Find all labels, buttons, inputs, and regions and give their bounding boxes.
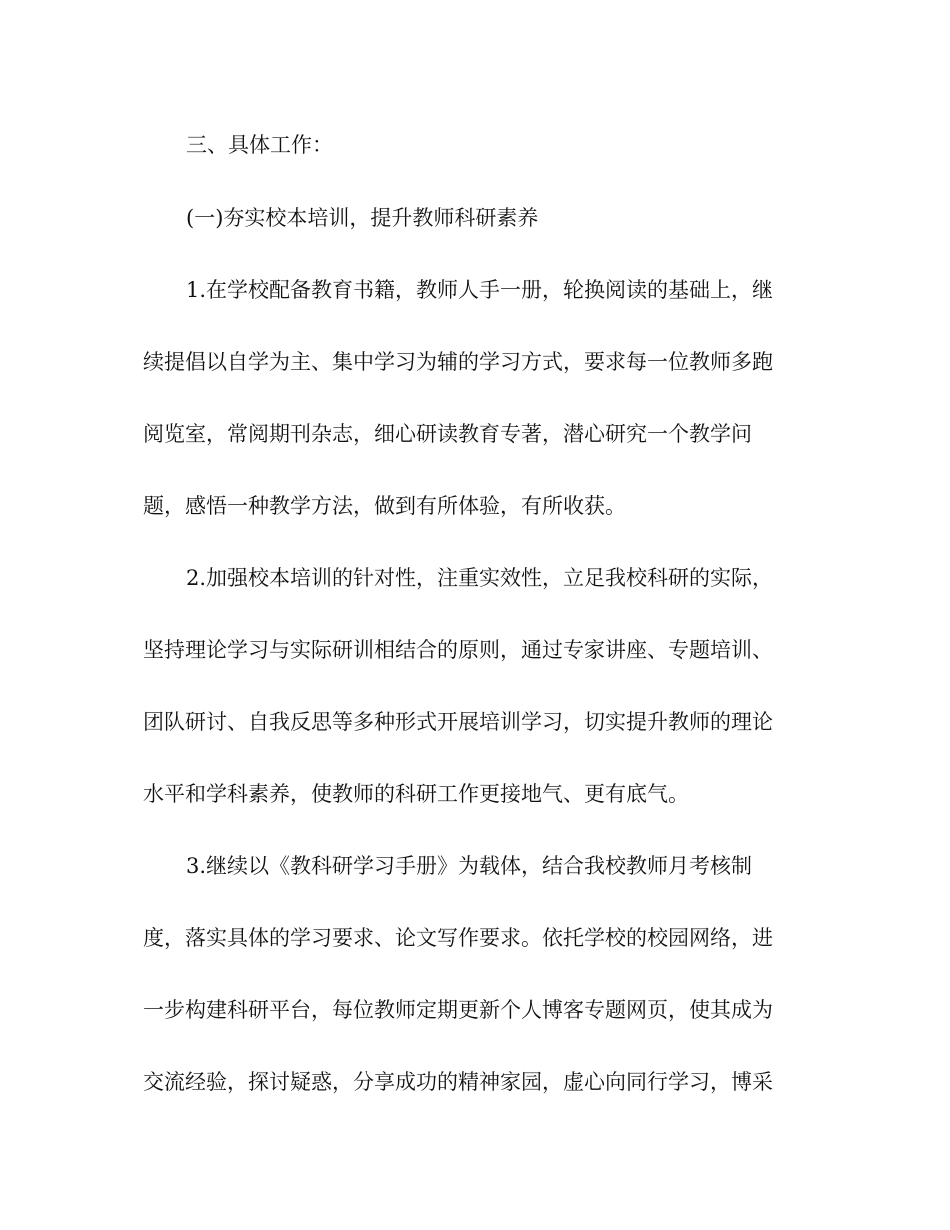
paragraph-2-line-2: 坚持理论学习与实际研训相结合的原则，通过专家讲座、专题培训、 bbox=[143, 638, 773, 662]
paragraph-2-line-1: 2.加强校本培训的针对性，注重实效性，立足我校科研的实际， bbox=[186, 566, 774, 590]
paragraph-1-line-2: 续提倡以自学为主、集中学习为辅的学习方式，要求每一位教师多跑 bbox=[143, 350, 773, 374]
paragraph-2-line-4: 水平和学科素养，使教师的科研工作更接地气、更有底气。 bbox=[143, 782, 689, 806]
paragraph-3-line-4: 交流经验，探讨疑惑，分享成功的精神家园，虚心向同行学习，博采 bbox=[143, 1070, 773, 1094]
subsection-heading: (一)夯实校本培训，提升教师科研素养 bbox=[186, 206, 539, 230]
paragraph-2-line-3: 团队研讨、自我反思等多种形式开展培训学习，切实提升教师的理论 bbox=[143, 710, 773, 734]
section-heading: 三、具体工作： bbox=[186, 133, 333, 157]
paragraph-3-line-3: 一步构建科研平台，每位教师定期更新个人博客专题网页，使其成为 bbox=[143, 998, 773, 1022]
paragraph-1-line-4: 题，感悟一种教学方法，做到有所体验，有所收获。 bbox=[143, 494, 626, 518]
paragraph-3-line-2: 度，落实具体的学习要求、论文写作要求。依托学校的校园网络，进 bbox=[143, 926, 773, 950]
paragraph-1-line-3: 阅览室，常阅期刊杂志，细心研读教育专著，潜心研究一个教学问 bbox=[143, 422, 752, 446]
paragraph-1-line-1: 1.在学校配备教育书籍，教师人手一册，轮换阅读的基础上，继 bbox=[186, 278, 774, 302]
paragraph-3-line-1: 3.继续以《教科研学习手册》为载体，结合我校教师月考核制 bbox=[186, 854, 753, 878]
